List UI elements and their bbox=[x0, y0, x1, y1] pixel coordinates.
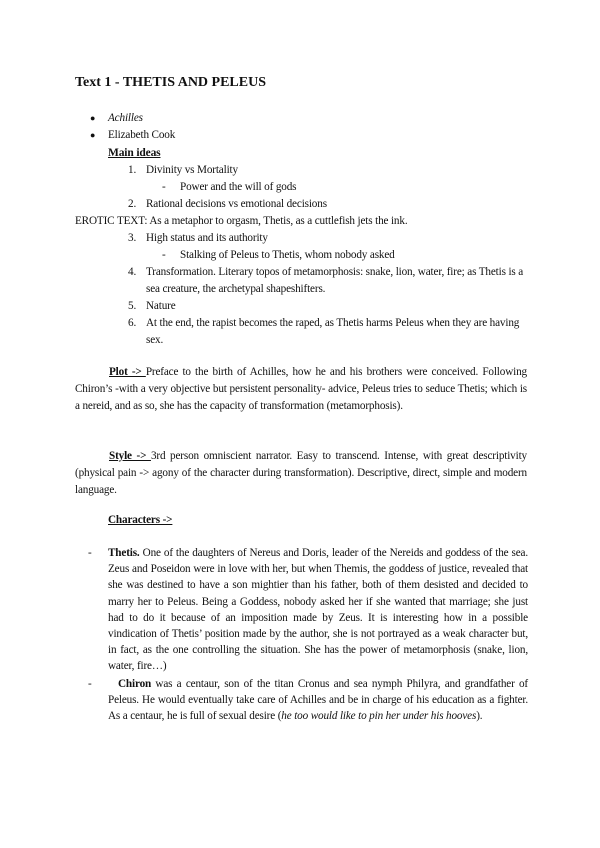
list-number: 2. bbox=[128, 198, 137, 210]
character-description bbox=[108, 676, 528, 725]
list-number: 4. bbox=[128, 266, 137, 278]
sub-list-text: Stalking of Peleus to Thetis, whom nobody asked bbox=[180, 249, 395, 261]
list-text: At the end, the rapist becomes the raped, as Thetis harms Peleus when they are having sex. bbox=[146, 317, 520, 346]
style-text: 3rd person omniscient narrator. Easy to transcend. Intense, with great descriptivity (physical pain -> agony of the character during transformation). Descriptive, direct, simple and modern language. bbox=[75, 450, 527, 496]
character-text: One of the daughters of Nereus and Doris, leader of the Nereids and goddess of the sea. Zeus and Poseidon were in love with her, but when Themis, the goddess of justice, revealed that she was destined to have a son mightier than his father, both of them desisted and decided to marry her to Peleus. Being a Goddess, nobody asked her if she wanted that marriage; she just had to do it because of an imposition made by Zeus. It is interesting how in a possible vindication of Thetis’ position made by the author, she is not portrayed as a weak character but, in fact, as the one controlling the situation. She has the power of metamorphosis (snake, lion, water, fire…) bbox=[108, 547, 528, 673]
list-item bbox=[90, 110, 175, 127]
list-item bbox=[128, 230, 528, 247]
bullet-text: Achilles bbox=[108, 112, 143, 124]
list-item bbox=[128, 196, 528, 213]
character-text: was a centaur, son of the titan Cronus and sea nymph Philyra, and grandfather of Peleus. He would eventually take care of Achilles and be in charge of his education as a fighter. As a centaur, he is full of sexual desire ( bbox=[108, 678, 528, 723]
list-text: Transformation. Literary topos of metamorphosis: snake, lion, water, fire; as Thetis is a sea creature, the archetypal shapeshifters. bbox=[146, 266, 524, 295]
style-label: Style -> bbox=[109, 450, 151, 462]
characters-heading: Characters -> bbox=[108, 514, 173, 526]
character-name: Thetis. bbox=[108, 547, 140, 559]
erotic-text-note: EROTIC TEXT: As a metaphor to orgasm, Thetis, as a cuttlefish jets the ink. bbox=[75, 215, 408, 227]
bullet-list bbox=[90, 110, 175, 144]
character-chiron bbox=[88, 676, 528, 725]
character-thetis bbox=[88, 545, 528, 675]
list-item bbox=[90, 127, 175, 144]
character-quote: he too would like to pin her under his hooves bbox=[281, 710, 477, 723]
main-ideas-heading: Main ideas bbox=[108, 147, 161, 159]
list-text: High status and its authority bbox=[146, 232, 268, 244]
plot-paragraph bbox=[75, 364, 527, 414]
list-item bbox=[128, 298, 528, 315]
character-text-end: ). bbox=[476, 710, 483, 723]
list-text: Divinity vs Mortality bbox=[146, 164, 238, 176]
dash-marker: - bbox=[88, 547, 92, 559]
sub-list-item bbox=[162, 179, 296, 196]
dash-marker: - bbox=[88, 678, 92, 690]
list-text: Rational decisions vs emotional decisions bbox=[146, 198, 327, 210]
list-text: Nature bbox=[146, 300, 176, 312]
list-item bbox=[128, 315, 528, 349]
dash-marker: - bbox=[162, 249, 166, 261]
list-number: 5. bbox=[128, 300, 137, 312]
list-number: 6. bbox=[128, 317, 137, 329]
list-number: 1. bbox=[128, 164, 137, 176]
style-paragraph bbox=[75, 448, 527, 498]
character-description bbox=[108, 545, 528, 675]
character-name: Chiron bbox=[118, 678, 152, 690]
list-item bbox=[128, 162, 528, 179]
sub-list-text: Power and the will of gods bbox=[180, 181, 297, 193]
sub-list-item bbox=[162, 247, 395, 264]
list-item bbox=[128, 264, 528, 298]
bullet-icon: ● bbox=[90, 130, 96, 140]
list-number: 3. bbox=[128, 232, 137, 244]
plot-label: Plot -> bbox=[109, 366, 146, 378]
plot-text: Preface to the birth of Achilles, how he and his brothers were conceived. Following Chiron’s -with a very objective but persistent personality- advice, Peleus tries to seduce Thetis; which is a nereid, and as so, she has the capacity of transformation (metamorphosis). bbox=[75, 366, 527, 412]
dash-marker: - bbox=[162, 181, 166, 193]
page-title: Text 1 - THETIS AND PELEUS bbox=[75, 75, 266, 90]
bullet-icon: ● bbox=[90, 113, 96, 123]
bullet-text: Elizabeth Cook bbox=[108, 129, 176, 141]
